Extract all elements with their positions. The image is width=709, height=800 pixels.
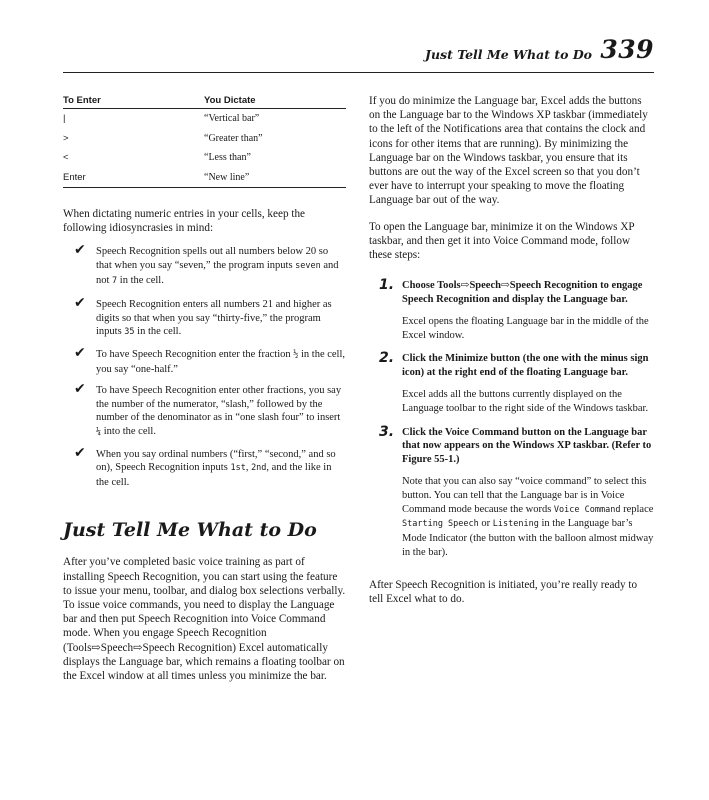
step-description: Excel adds all the buttons currently displayed on the Language toolbar to the right side of the Windows taskbar. (402, 389, 649, 414)
table-cell: “Vertical bar” (204, 113, 260, 125)
step-item (369, 423, 654, 560)
table-cell: > (63, 132, 69, 144)
code-text: 35 (124, 327, 135, 338)
table-row (63, 168, 346, 188)
table-cell: | (63, 113, 66, 125)
bullet-text: When you say ordinal numbers (“first,” “second,” and so on), Speech Recognition inputs (96, 448, 336, 474)
step-text: or (478, 518, 493, 530)
minimize-paragraph: If you do minimize the Language bar, Excel adds the buttons on the Language bar to the Windows XP taskbar (immediately to the left of the Notifications area that contains the clock and icons for other items that are running). By minimizing the Language bar on the Windows taskbar, you ensure that its buttons are out the way of the Excel screen so that you don’t ever have to interrupt your speaking to move the floating Language bar out of the way. (369, 95, 648, 207)
dictation-table (63, 94, 346, 188)
steps-list (369, 279, 654, 560)
bullet-text: To have Speech Recognition enter other fractions, you say the number of the numerator, “slash,” followed by the number of the denominator as in “one slash four” to insert (96, 385, 342, 424)
code-text: Starting Speech (402, 519, 479, 530)
step-text: in the Language bar’s Mode Indicator (the button with the balloon almost midway in the bar). (402, 518, 654, 558)
running-header (63, 34, 654, 73)
step-number: 3. (379, 423, 395, 440)
checkmark-icon: ✔ (74, 444, 86, 461)
bullet-text: in the cell, you say “one-half.” (96, 348, 346, 375)
checkmark-icon: ✔ (74, 295, 86, 312)
steps-intro-paragraph: To open the Language bar, minimize it on the Windows XP taskbar, and then get it into Voice Command mode, follow these steps: (369, 220, 635, 262)
list-item (63, 242, 346, 288)
table-cell: “Greater than” (204, 132, 263, 144)
tips-list (63, 242, 346, 489)
bullet-text: To have Speech Recognition enter the fraction (96, 348, 294, 360)
step-instruction: Click the Voice Command button on the Language bar that now appears on the Windows XP taskbar. (Refer to Figure 55-1.) (402, 426, 652, 466)
list-item (63, 295, 346, 340)
bullet-text: , (245, 462, 252, 474)
bullet-text: into the cell. (101, 425, 156, 437)
code-text: 7 (112, 275, 118, 286)
table-header-row (63, 94, 346, 109)
step-number: 1. (379, 277, 395, 294)
table-row (63, 109, 346, 129)
step-item (369, 279, 654, 342)
table-header-to-enter: To Enter (63, 94, 204, 109)
step-item (369, 352, 654, 415)
list-item (63, 344, 346, 376)
intro-paragraph: When dictating numeric entries in your cells, keep the following idiosyncrasies in mind: (63, 208, 306, 235)
bullet-text: Speech Recognition enters all numbers 21 and higher as digits so that when you say “thirty-five,” the program inputs (96, 299, 332, 338)
code-text: ½ (293, 349, 299, 360)
running-header-title: Just Tell Me What to Do (425, 47, 592, 62)
bullet-text: in the cell. (134, 326, 182, 338)
table-cell: “New line” (204, 168, 346, 188)
checkmark-icon: ✔ (74, 344, 86, 361)
page-number: 339 (600, 35, 654, 64)
bullet-text: , and the like in the cell. (96, 462, 332, 488)
checkmark-icon: ✔ (74, 381, 86, 398)
step-description: Excel opens the floating Language bar in the middle of the Excel window. (402, 315, 649, 341)
bullet-text: in the cell. (117, 274, 164, 286)
table-cell: “Less than” (204, 152, 251, 164)
table-row (63, 148, 346, 168)
step-description (402, 475, 654, 560)
section-heading: Just Tell Me What to Do (63, 519, 317, 542)
table-row (63, 129, 346, 149)
left-column (63, 94, 346, 683)
table-cell: Enter (63, 168, 204, 188)
section-paragraph: After you’ve completed basic voice training as part of installing Speech Recognition, you can start using the feature to issue your menu, toolbar, and dialog box selections verbally. To issue voice commands, you need to display the Language bar and then put Speech Recognition into Voice Command mode. When you engage Speech Recognition (Tools⇨Speech⇨Speech Recognition) Excel automatically displays the Language bar, which remains a floating toolbar on the Excel window at all times unless you minimize the bar. (63, 556, 346, 682)
step-text: replace (620, 503, 654, 515)
closing-paragraph: After Speech Recognition is initiated, you’re really ready to tell Excel what to do. (369, 578, 638, 605)
step-instruction: Choose Tools⇨Speech⇨Speech Recognition to engage Speech Recognition and display the Language bar. (402, 280, 643, 306)
step-instruction: Click the Minimize button (the one with the minus sign icon) at the right end of the floating Language bar. (402, 353, 649, 379)
code-text: Listening (492, 519, 539, 530)
code-text: Voice Command (553, 504, 621, 515)
step-text: Note that you can also say “voice command” to select this button. You can tell that the Language bar is in Voice Command mode because the words (402, 476, 647, 515)
code-text: 1st (230, 463, 246, 474)
checkmark-icon: ✔ (74, 242, 86, 259)
table-cell: < (63, 152, 69, 164)
table-header-you-dictate: You Dictate (204, 94, 346, 109)
bullet-text: Speech Recognition spells out all numbers below 20 so that when you say “seven,” the program inputs (96, 246, 329, 271)
list-item (63, 444, 346, 490)
right-column (369, 94, 654, 606)
code-text: ¼ (96, 426, 102, 437)
code-text: 2nd (251, 463, 267, 474)
code-text: seven (295, 261, 321, 271)
step-number: 2. (379, 350, 395, 367)
list-item (63, 381, 346, 439)
bullet-text: and not (96, 260, 339, 286)
